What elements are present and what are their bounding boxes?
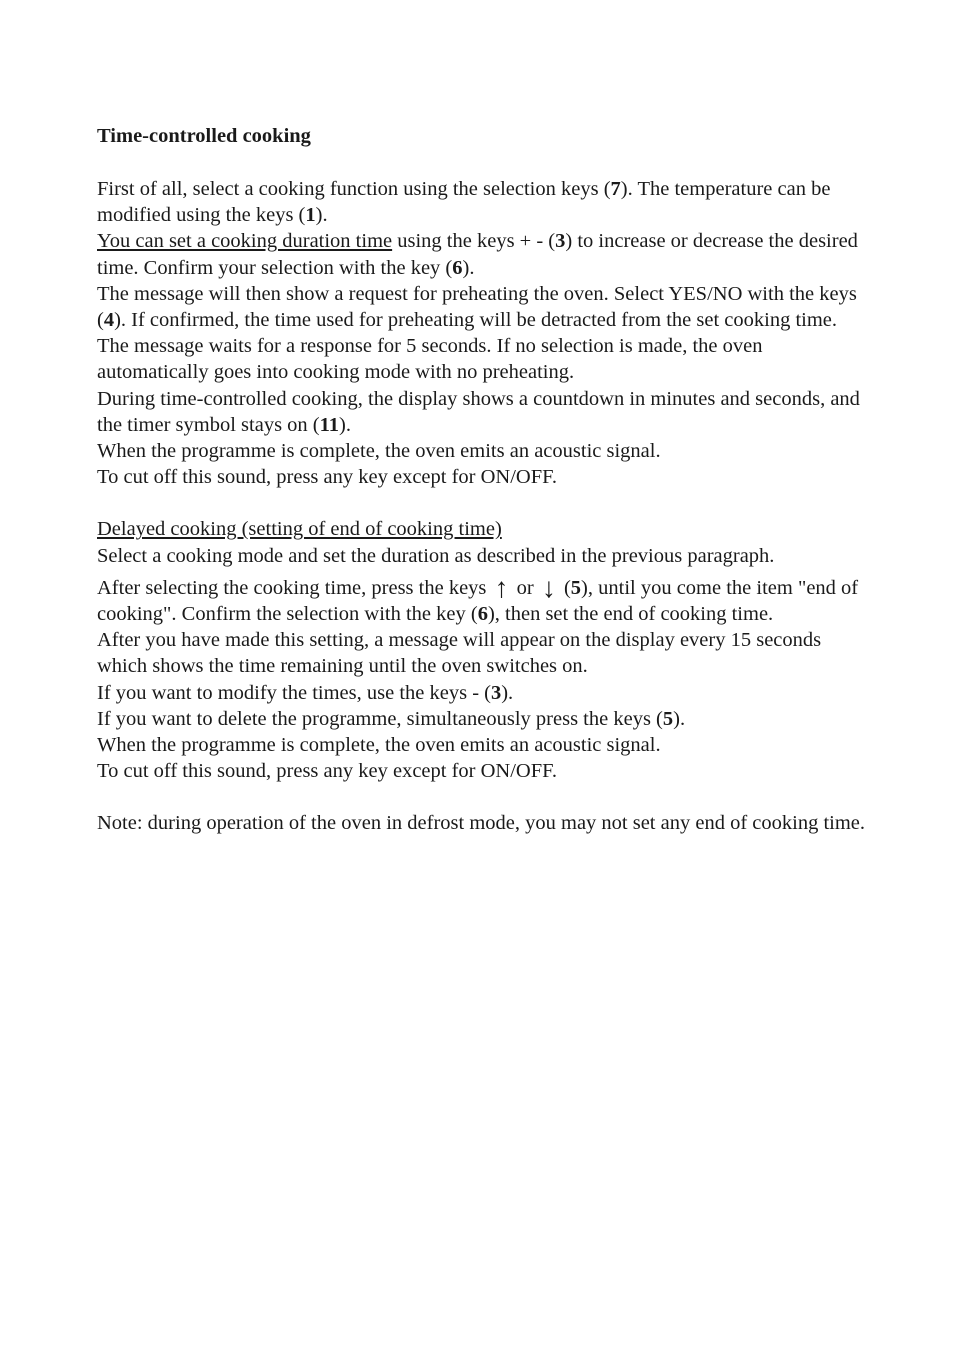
text-run: ) to increase or decrease the desired time. Confirm your selection with the key ( (97, 230, 858, 279)
spacer (97, 150, 872, 176)
section-heading: Time-controlled cooking (97, 125, 311, 147)
key-number: 6 (452, 256, 463, 279)
spacer (97, 490, 872, 516)
text-run: ). The temperature can be modified using the keys ( (97, 178, 831, 227)
key-number: 11 (319, 413, 340, 436)
text-run: ). (339, 413, 351, 436)
key-number: 3 (555, 230, 566, 253)
text-run: The message will then show a request for preheating the oven. Select YES/NO with the keys ( (97, 282, 857, 332)
arrow-down-icon: ↓ (541, 572, 556, 604)
key-number: 3 (490, 681, 502, 704)
text-run: If you want to modify the times, use the keys - ( (97, 681, 491, 704)
key-number: 5 (570, 576, 582, 599)
paragraph-display-message: After you have made this setting, a message will appear on the display every 15 seconds which shows the time remaining until the oven switches on. (97, 629, 822, 678)
text-run: ), until you come the item "end of cooking". Confirm the selection with the key ( (97, 576, 859, 626)
text-run: ). If confirmed, the time used for preheating will be detracted from the set cooking time. (114, 309, 838, 332)
arrow-up-icon: ↑ (494, 572, 509, 604)
paragraph-end-of-cooking (97, 572, 872, 627)
text-run: using the keys + - ( (392, 230, 556, 253)
paragraph-preheating (97, 281, 872, 333)
text-run: If you want to delete the programme, simultaneously press the keys ( (97, 707, 663, 730)
note-paragraph: Note: during operation of the oven in defrost mode, you may not set any end of cooking time. (97, 812, 866, 835)
text-run: ). (673, 707, 686, 730)
paragraph-select-mode: Select a cooking mode and set the duration as described in the previous paragraph. (97, 544, 775, 567)
text-run: After selecting the cooking time, press the keys (97, 576, 492, 599)
text-run: ). (501, 681, 514, 704)
document-body (97, 122, 872, 837)
subsection-heading: Delayed cooking (setting of end of cooking time) (97, 518, 502, 541)
key-number: 1 (305, 204, 316, 227)
paragraph-modify-times (97, 680, 872, 706)
paragraph-response-wait: The message waits for a response for 5 seconds. If no selection is made, the oven automatically goes into cooking mode with no preheating. (97, 335, 763, 384)
text-run: ). (315, 204, 328, 227)
paragraph-acoustic-signal: When the programme is complete, the oven emits an acoustic signal. (97, 734, 661, 757)
paragraph-cut-sound: To cut off this sound, press any key except for ON/OFF. (97, 466, 558, 489)
key-number: 7 (610, 178, 621, 200)
underlined-phrase: You can set a cooking duration time (97, 230, 393, 253)
key-number: 4 (103, 309, 115, 332)
key-number: 5 (662, 707, 674, 730)
text-run: ). (462, 256, 475, 279)
key-number: 6 (477, 603, 488, 626)
text-run: ), then set the end of cooking time. (487, 603, 774, 626)
paragraph-cut-sound: To cut off this sound, press any key except for ON/OFF. (97, 760, 558, 783)
spacer (97, 784, 872, 810)
paragraph-acoustic-signal: When the programme is complete, the oven emits an acoustic signal. (97, 440, 661, 463)
paragraph-select-function (97, 176, 872, 228)
paragraph-countdown (97, 386, 872, 438)
text-run: ( (558, 576, 571, 599)
text-run: First of all, select a cooking function using the selection keys ( (97, 178, 611, 200)
paragraph-delete-programme (97, 706, 872, 732)
text-run: During time-controlled cooking, the display shows a countdown in minutes and seconds, and the timer symbol stays on ( (97, 387, 860, 436)
paragraph-set-duration (97, 228, 872, 280)
text-run: or (511, 576, 539, 599)
